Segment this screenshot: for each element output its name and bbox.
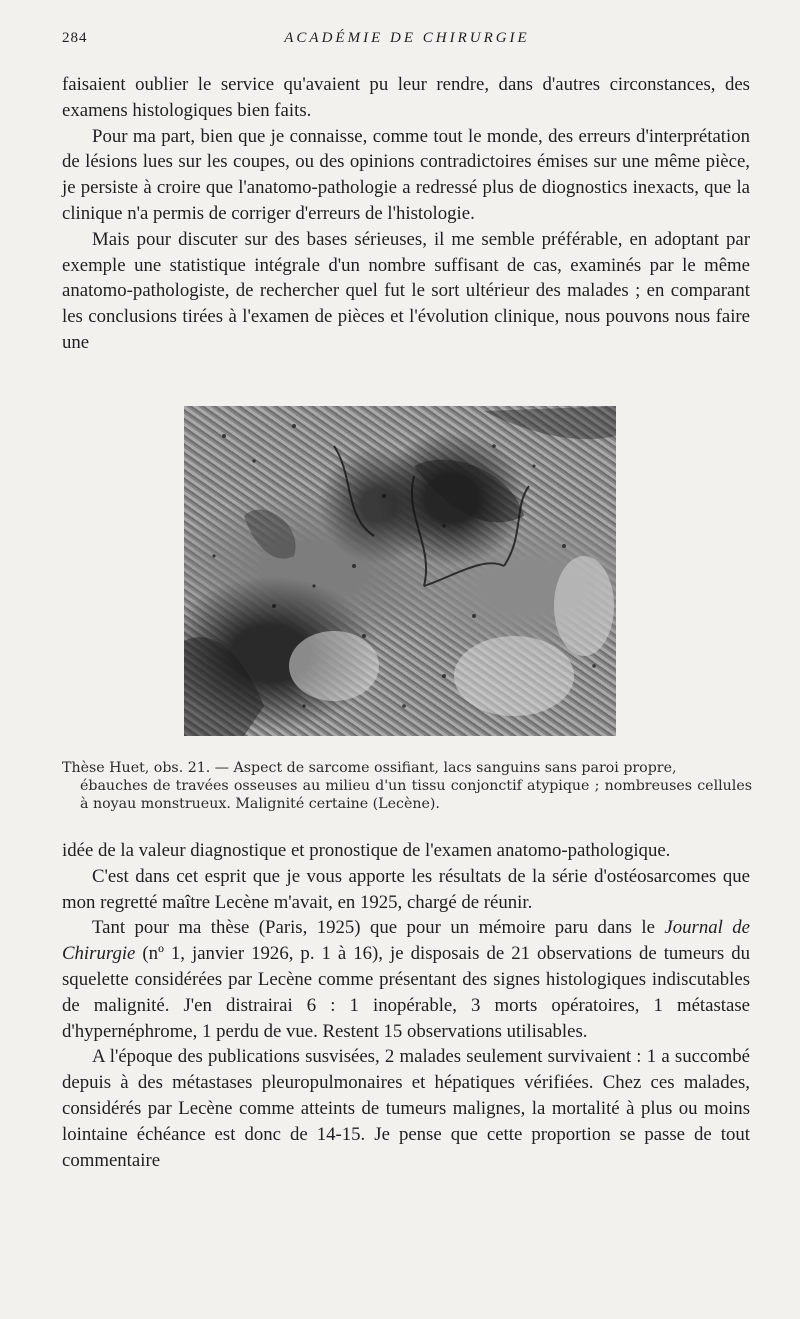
paragraph: A l'époque des publications susvisées, 2 malades seulement survivaient : 1 a succombé depuis à des métastases pleuropulmonaires et hépatiques vérifiées. Chez ces malades, considérés par Lecène comme atteints de tumeurs malignes, la mortalité à plus ou moins lointaine échéance est donc de 14-15. Je pense que cette proportion se passe de tout commentaire: [62, 1046, 750, 1171]
caption-continuation: ébauches de travées osseuses au milieu d'un tissu conjonctif atypique ; nombreuses cellules à noyau monstrueux. Malignité certaine (Lecène).: [80, 778, 752, 812]
figure-caption: [62, 759, 752, 813]
page-number: 284: [62, 30, 88, 46]
paragraph: Mais pour discuter sur des bases sérieuses, il me semble préférable, en adoptant par exemple une statistique intégrale d'un nombre suffisant de cas, examinés par le même anatomo-pathologiste, de rechercher quel fut le sort ultérieur des malades ; en comparant les conclusions tirées à l'examen de pièces et l'évolution clinique, nous pouvons nous faire une: [62, 228, 750, 353]
paragraph-continuation: faisaient oublier le service qu'avaient pu leur rendre, dans d'autres circonstances, des examens histologiques bien faits.: [62, 74, 750, 121]
body-text-bottom: [62, 838, 750, 1173]
page-header: [62, 30, 752, 56]
text-run: Tant pour ma thèse (Paris, 1925) que pour un mémoire paru dans le: [92, 917, 665, 939]
paragraph: Pour ma part, bien que je connaisse, comme tout le monde, des erreurs d'interprétation de lésions lues sur les coupes, ou des opinions contradictoires émises sur une même pièce, je persiste à croire que l'anatomo-pathologie a redressé plus de diognostics inexacts, que la clinique n'a permis de corriger d'erreurs de l'histologie.: [62, 125, 750, 224]
paragraph: C'est dans cet esprit que je vous apporte les résultats de la série d'ostéosarcomes que mon regretté maître Lecène m'avait, en 1925, chargé de réunir.: [62, 865, 750, 913]
micrograph-texture: [184, 406, 616, 736]
running-title: ACADÉMIE DE CHIRURGIE: [284, 30, 530, 46]
paragraph-continuation: idée de la valeur diagnostique et pronostique de l'examen anatomo-pathologique.: [62, 840, 671, 861]
caption-line: Thèse Huet, obs. 21. — Aspect de sarcome ossifiant, lacs sanguins sans paroi propre,: [62, 760, 677, 776]
body-text-top: [62, 72, 750, 356]
histology-micrograph: [184, 406, 616, 736]
journal-title: Journal de Chirurgie: [62, 917, 750, 965]
paragraph: [62, 915, 750, 1044]
text-run: (nº 1, janvier 1926, p. 1 à 16), je disposais de 21 observations de tumeurs du squelette considérées par Lecène comme présentant des signes histologiques indiscutables de malignité. J'en distrairai 6 : 1 inopérable, 3 morts opératoires, 1 métastase d'hypernéphrome, 1 perdu de vue. Restent 15 observations utilisables.: [62, 943, 750, 1042]
